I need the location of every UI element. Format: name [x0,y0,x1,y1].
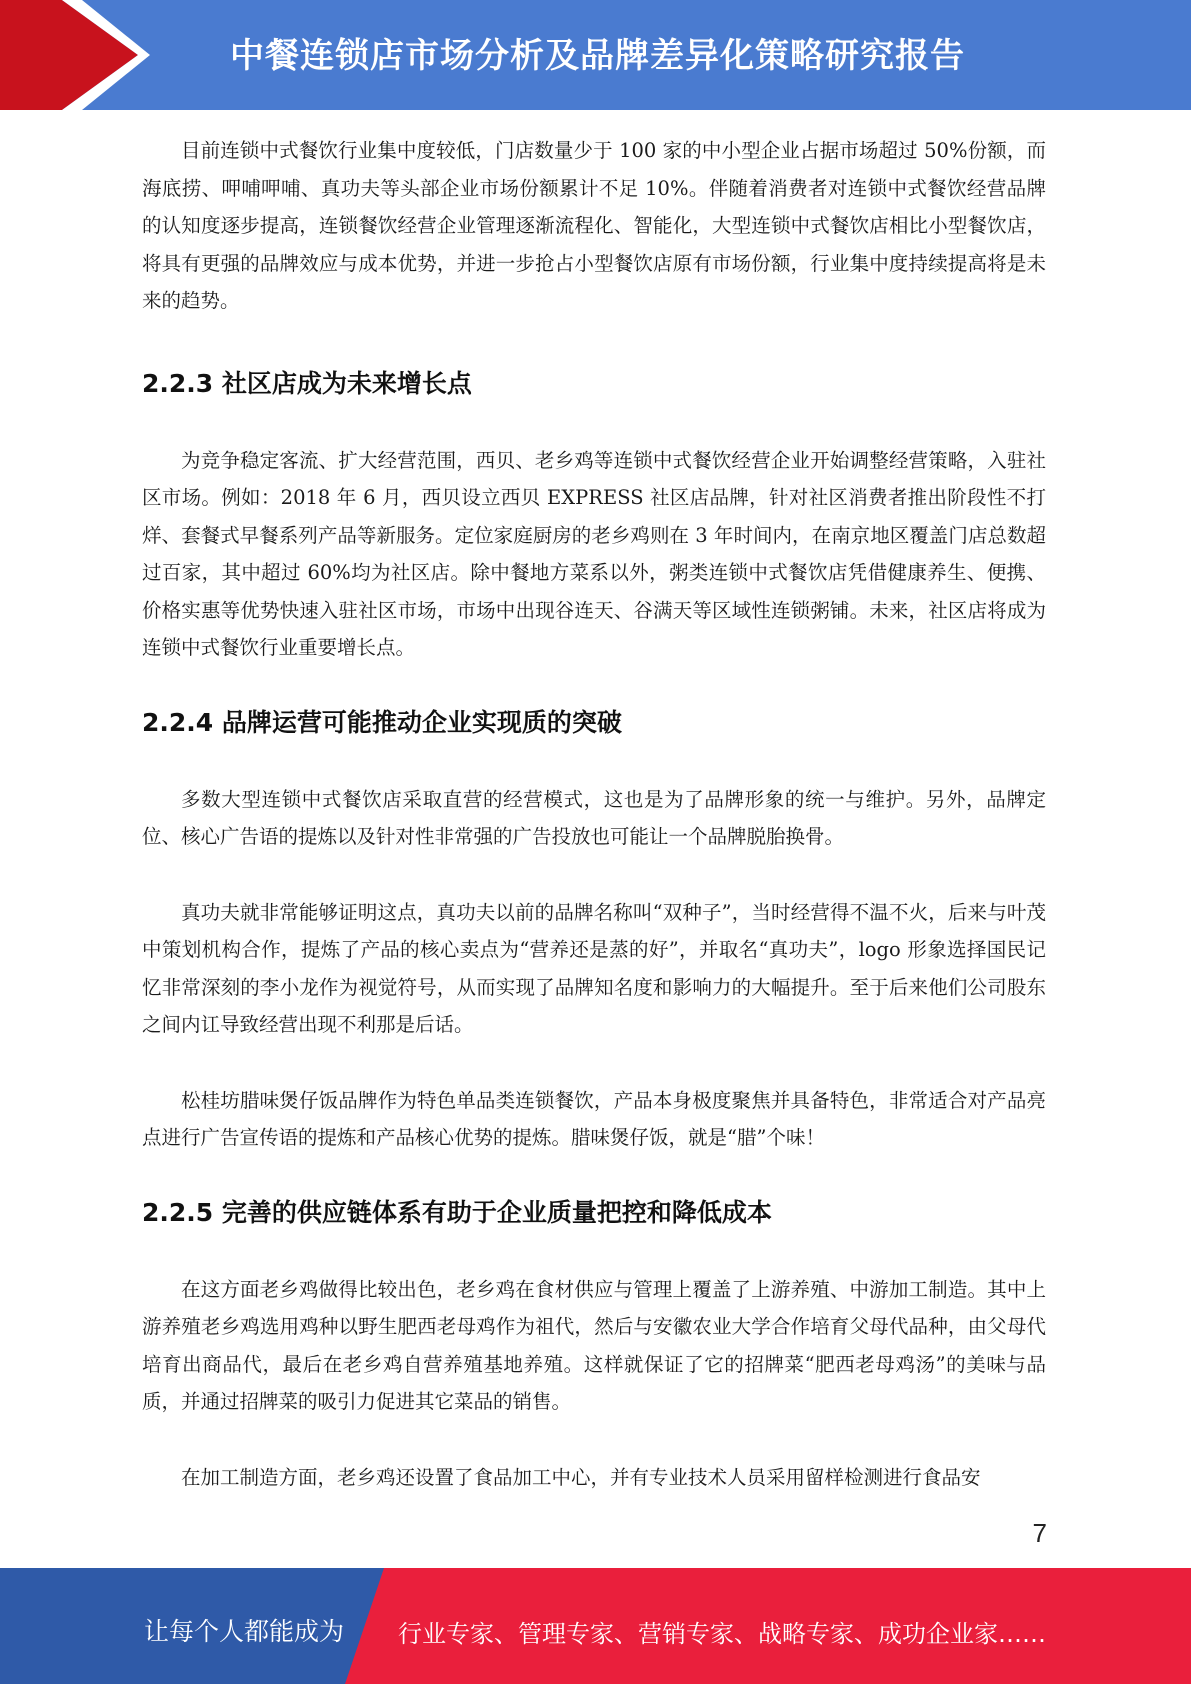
paragraph: 为竞争稳定客流、扩大经营范围，西贝、老乡鸡等连锁中式餐饮经营企业开始调整经营策略，入驻社区市场。例如：2018 年 6 月，西贝设立西贝 EXPRESS 社区店品牌，针对社区消费者推出阶段性不打烊、套餐式早餐系列产品等新服务。定位家庭厨房的老乡鸡则在 3 年时间内，在南京地区覆盖门店总数超过百家，其中超过 60%均为社区店。除中餐地方菜系以外，粥类连锁中式餐饮店凭借健康养生、便携、价格实惠等优势快速入驻社区市场，市场中出现谷连天、谷满天等区域性连锁粥铺。未来，社区店将成为连锁中式餐饮行业重要增长点。 [142,448,1046,659]
section-heading-2-2-5: 2.2.5 完善的供应链体系有助于企业质量把控和降低成本 [142,1197,772,1227]
page-header [0,0,1191,110]
page-number: 7 [1032,1518,1047,1548]
paragraph: 真功夫就非常能够证明这点，真功夫以前的品牌名称叫“双种子”，当时经营得不温不火，后来与叶茂中策划机构合作，提炼了产品的核心卖点为“营养还是蒸的好”，并取名“真功夫”，logo 形象选择国民记忆非常深刻的李小龙作为视觉符号，从而实现了品牌知名度和影响力的大幅提升。至于后来他们公司股东之间内讧导致经营出现不利那是后话。 [142,900,1046,1036]
document-body [142,132,1046,1496]
report-title: 中餐连锁店市场分析及品牌差异化策略研究报告 [230,36,965,76]
footer-slogan-right: 行业专家、管理专家、营销专家、战略专家、成功企业家…… [398,1620,1046,1648]
paragraph: 松桂坊腊味煲仔饭品牌作为特色单品类连锁餐饮，产品本身极度聚焦并具备特色，非常适合对产品亮点进行广告宣传语的提炼和产品核心优势的提炼。腊味煲仔饭，就是“腊”个味！ [142,1088,1046,1149]
page-footer [0,1568,1191,1684]
footer-slogan-left: 让每个人都能成为 [144,1617,345,1646]
section-heading-2-2-4: 2.2.4 品牌运营可能推动企业实现质的突破 [142,707,622,737]
paragraph: 多数大型连锁中式餐饮店采取直营的经营模式，这也是为了品牌形象的统一与维护。另外，品牌定位、核心广告语的提炼以及针对性非常强的广告投放也可能让一个品牌脱胎换骨。 [142,787,1046,848]
paragraph: 在这方面老乡鸡做得比较出色，老乡鸡在食材供应与管理上覆盖了上游养殖、中游加工制造。其中上游养殖老乡鸡选用鸡种以野生肥西老母鸡作为祖代，然后与安徽农业大学合作培育父母代品种，由父母代培育出商品代，最后在老乡鸡自营养殖基地养殖。这样就保证了它的招牌菜“肥西老母鸡汤”的美味与品质，并通过招牌菜的吸引力促进其它菜品的销售。 [142,1277,1046,1413]
section-heading-2-2-3: 2.2.3 社区店成为未来增长点 [142,368,472,398]
paragraph: 目前连锁中式餐饮行业集中度较低，门店数量少于 100 家的中小型企业占据市场超过 50%份额，而海底捞、呷哺呷哺、真功夫等头部企业市场份额累计不足 10%。伴随着消费者对连锁中式餐饮经营品牌的认知度逐步提高，连锁餐饮经营企业管理逐渐流程化、智能化，大型连锁中式餐饮店相比小型餐饮店，将具有更强的品牌效应与成本优势，并进一步抢占小型餐饮店原有市场份额，行业集中度持续提高将是未来的趋势。 [142,139,1046,312]
paragraph: 在加工制造方面，老乡鸡还设置了食品加工中心，并有专业技术人员采用留样检测进行食品安 [181,1465,981,1489]
